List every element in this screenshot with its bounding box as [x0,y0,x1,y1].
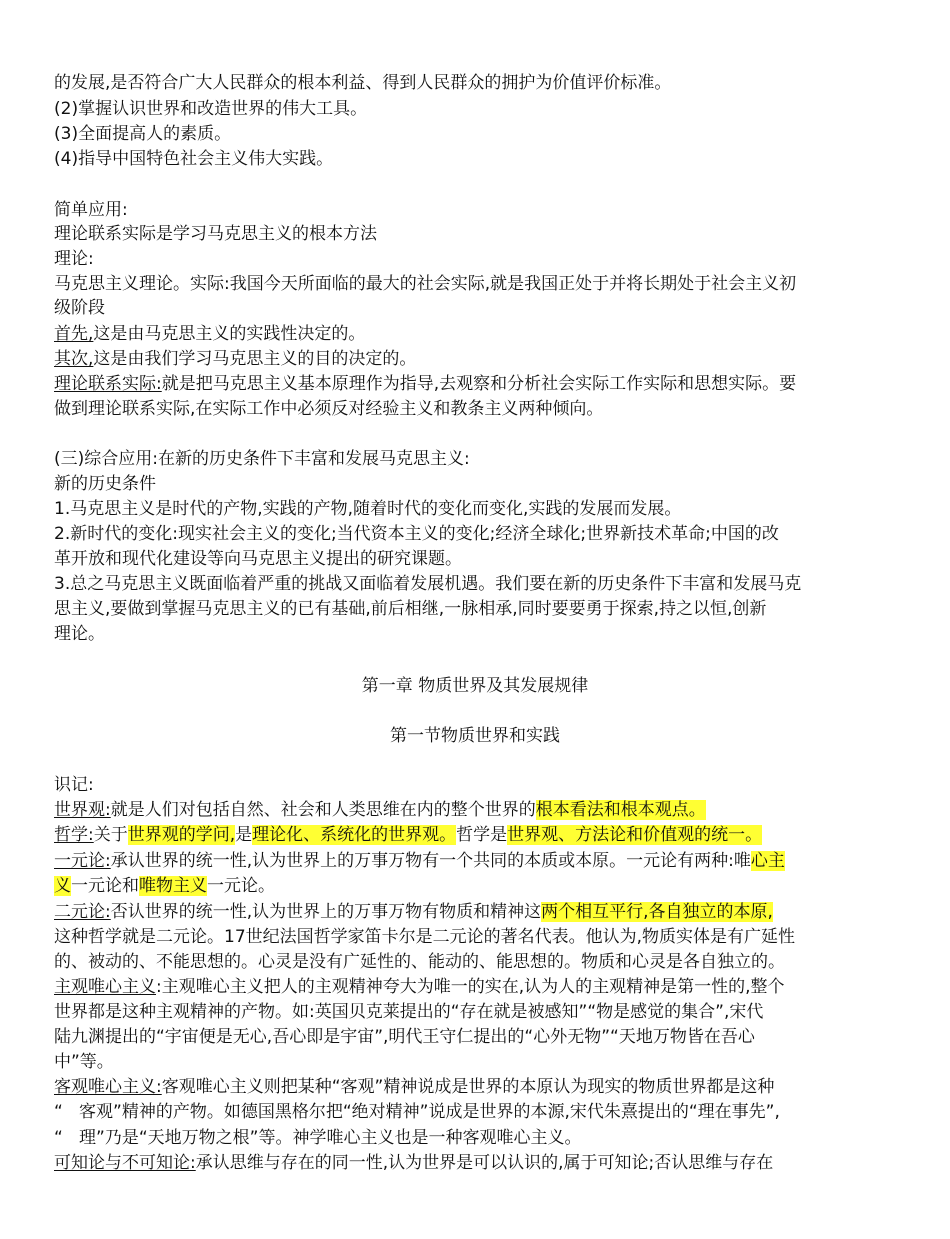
new-conditions-label: 新的历史条件 [54,474,156,494]
comprehensive-point-3-cont: 思主义,要做到掌握马克思主义的已有基础,前后相继,一脉相承,同时要要勇于探索,持之以恒,创新 [54,599,767,619]
agnosticism-term: 可知论与不可知论: [54,1153,196,1173]
comprehensive-point-2: 2.新时代的变化:现实社会主义的变化;当代资本主义的变化;经济全球化;世界新技术革命;中国的改 [54,524,779,544]
dualism-definition [54,901,773,923]
monism-term: 一元论: [54,851,111,871]
subjective-idealism-line-2: 世界都是这种主观精神的产物。如:英国贝克莱提出的“存在就是被感知”“物是感觉的集合”,宋代 [54,1002,764,1022]
subjective-idealism-line-4: 中”等。 [54,1052,114,1072]
monism-definition-cont [54,875,275,897]
monism-highlight-1: 心主 [750,851,785,871]
worldview-highlight: 根本看法和根本观点。 [535,800,706,820]
comprehensive-heading: (三)综合应用:在新的历史条件下丰富和发展马克思主义: [54,449,470,469]
comprehensive-point-1: 1.马克思主义是时代的产物,实践的产物,随着时代的变化而变化,实践的发展而发展。 [54,499,682,519]
monism-highlight-2: 义 [54,876,71,896]
link-term: 理论联系实际: [54,374,162,394]
objective-idealism-line-3: “ 理”乃是“天地万物之根”等。神学唯心主义也是一种客观唯心主义。 [54,1128,582,1148]
subjective-idealism-line-3: 陆九渊提出的“宇宙便是无心,吾心即是宇宙”,明代王守仁提出的“心外无物”“天地万物皆在吾心 [54,1027,755,1047]
comprehensive-point-3: 3.总之马克思主义既面临着严重的挑战又面临着发展机遇。我们要在新的历史条件下丰富和发展马克 [54,574,802,594]
dualism-text: 否认世界的统一性,认为世界上的万事万物有物质和精神这 [110,902,542,922]
philosophy-highlight-3: 世界观、方法论和价值观的统一。 [507,825,763,845]
second-term: 其次, [54,349,94,369]
comprehensive-point-2-cont: 革开放和现代化建设等向马克思主义提出的研究课题。 [54,549,462,569]
monism-highlight-3: 唯物主义 [139,876,207,896]
simple-app-subtitle: 理论联系实际是学习马克思主义的根本方法 [54,224,377,244]
link-text: 就是把马克思主义基本原理作为指导,去观察和分析社会实际工作实际和思想实际。要 [161,374,797,394]
dualism-definition-end: 的、被动的、不能思想的。心灵是没有广延性的、能动的、能思想的。物质和心灵是各自独立的。 [54,952,785,972]
subjective-idealism-term: 主观唯心主义 [54,977,156,997]
philosophy-text-b: 是 [235,825,253,845]
philosophy-term: 哲学: [54,825,94,845]
intro-item-3: (3)全面提高人的素质。 [54,124,232,144]
second-text: 这是由我们学习马克思主义的目的决定的。 [93,349,417,369]
comprehensive-point-3-end: 理论。 [54,624,105,644]
philosophy-highlight-2: 理论化、系统化的世界观。 [252,825,457,845]
intro-item-2: (2)掌握认识世界和改造世界的伟大工具。 [54,99,368,119]
section-title: 第一节物质世界和实践 [390,726,560,746]
monism-text: 承认世界的统一性,认为世界上的万事万物有一个共同的本质或本原。一元论有两种:唯 [110,851,751,871]
philosophy-definition [54,824,762,846]
worldview-text: 就是人们对包括自然、社会和人类思维在内的整个世界的 [110,800,536,820]
objective-idealism-text: 客观唯心主义则把某种“客观”精神说成是世界的本原认为现实的物质世界都是这种 [161,1077,775,1097]
philosophy-text-c: 哲学是 [456,825,508,845]
philosophy-highlight-1: 世界观的学问, [127,825,236,845]
subjective-idealism-text: :主观唯心主义把人的主观精神夸大为唯一的实在,认为人的主观精神是第一性的,整个 [156,977,785,997]
theory-line-cont: 级阶段 [54,298,105,318]
objective-idealism-term: 客观唯心主义: [54,1077,162,1097]
objective-idealism-definition [54,1076,774,1098]
intro-item-4: (4)指导中国特色社会主义伟大实践。 [54,149,334,169]
subjective-idealism-definition [54,976,785,998]
dualism-definition-cont: 这种哲学就是二元论。17世纪法国哲学家笛卡尔是二元论的著名代表。他认为,物质实体是有广延性 [54,927,796,947]
agnosticism-definition [54,1152,773,1174]
simple-app-heading: 简单应用: [54,200,128,220]
worldview-definition [54,799,706,821]
philosophy-text-a: 关于 [93,825,128,845]
monism-text-b: 一元论。 [207,876,275,896]
first-paragraph [54,323,365,345]
link-paragraph [54,373,796,395]
worldview-term: 世界观: [54,800,111,820]
theory-label: 理论: [54,249,94,269]
objective-idealism-line-2: “ 客观”精神的产物。如德国黑格尔把“绝对精神”说成是世界的本源,宋代朱熹提出的“理在事先”, [54,1102,780,1122]
monism-text-a: 一元论和 [71,876,139,896]
monism-definition [54,850,785,872]
agnosticism-text: 承认思维与存在的同一性,认为世界是可以认识的,属于可知论;否认思维与存在 [195,1153,774,1173]
first-text: 这是由马克思主义的实践性决定的。 [93,324,366,344]
intro-line: 的发展,是否符合广大人民群众的根本利益、得到人民群众的拥护为价值评价标准。 [54,73,672,93]
memorize-heading: 识记: [54,775,94,795]
chapter-title: 第一章 物质世界及其发展规律 [361,676,589,696]
second-paragraph [54,348,416,370]
dualism-term: 二元论: [54,902,111,922]
theory-line: 马克思主义理论。实际:我国今天所面临的最大的社会实际,就是我国正处于并将长期处于社会主义初 [54,274,797,294]
first-term: 首先, [54,324,94,344]
link-paragraph-cont: 做到理论联系实际,在实际工作中必须反对经验主义和教条主义两种倾向。 [54,399,604,419]
dualism-highlight: 两个相互平行,各自独立的本原, [541,902,773,922]
